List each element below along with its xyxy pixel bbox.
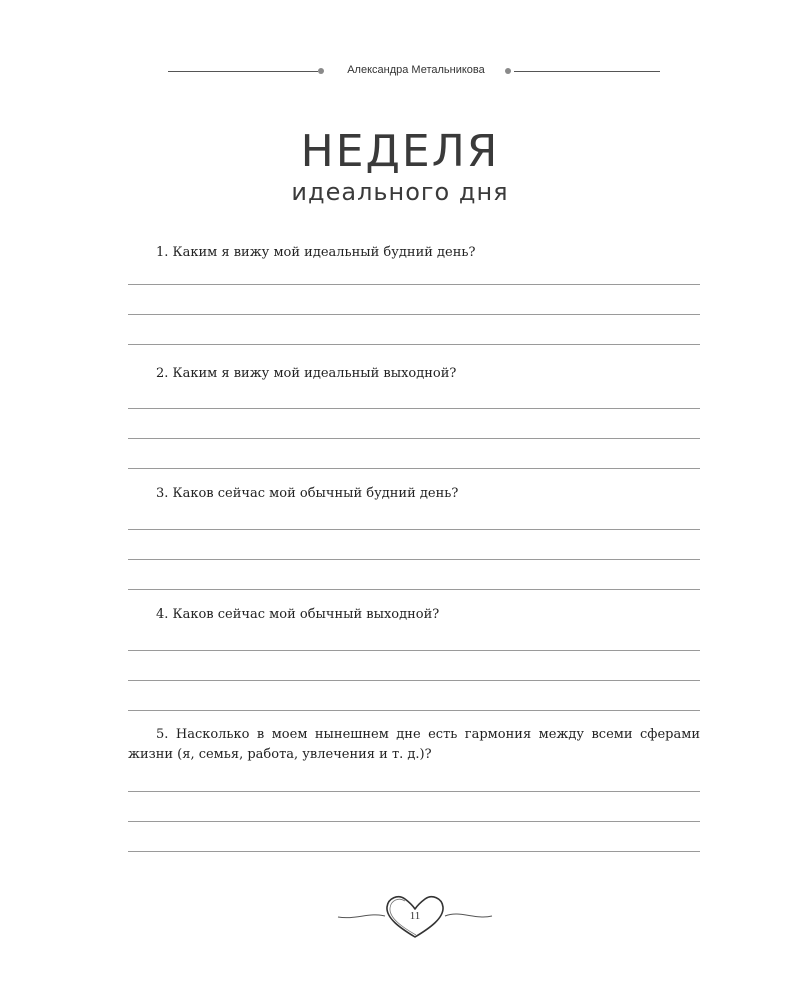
header-dot-right — [505, 68, 511, 74]
answer-line[interactable] — [128, 650, 700, 651]
page-title: НЕДЕЛЯ — [300, 126, 500, 177]
answer-line[interactable] — [128, 821, 700, 822]
answer-line[interactable] — [128, 710, 700, 711]
answer-line[interactable] — [128, 468, 700, 469]
question-4: 4. Каков сейчас мой обычный выходной? — [156, 607, 440, 622]
answer-line[interactable] — [128, 284, 700, 285]
question-1: 1. Каким я вижу мой идеальный будний день? — [156, 245, 476, 260]
question-5: 5. Насколько в моем нынешнем дне есть гармония между всеми сферами жизни (я, семья, работа, увлечения и т. д.)? — [128, 727, 700, 762]
answer-line[interactable] — [128, 791, 700, 792]
answer-line[interactable] — [128, 559, 700, 560]
header-rule-right — [514, 71, 660, 72]
header-author: Александра Метальникова — [347, 64, 485, 76]
running-header — [0, 62, 800, 82]
question-3: 3. Каков сейчас мой обычный будний день? — [156, 486, 459, 501]
answer-line[interactable] — [128, 314, 700, 315]
answer-line[interactable] — [128, 344, 700, 345]
question-2: 2. Каким я вижу мой идеальный выходной? — [156, 366, 457, 381]
answer-line[interactable] — [128, 851, 700, 852]
answer-line[interactable] — [128, 680, 700, 681]
answer-line[interactable] — [128, 529, 700, 530]
answer-line[interactable] — [128, 408, 700, 409]
header-dot-left — [318, 68, 324, 74]
page-number: 11 — [409, 910, 421, 922]
page-subtitle: идеального дня — [291, 178, 509, 206]
header-rule-left — [168, 71, 318, 72]
page-footer — [0, 890, 800, 950]
answer-line[interactable] — [128, 438, 700, 439]
answer-line[interactable] — [128, 589, 700, 590]
